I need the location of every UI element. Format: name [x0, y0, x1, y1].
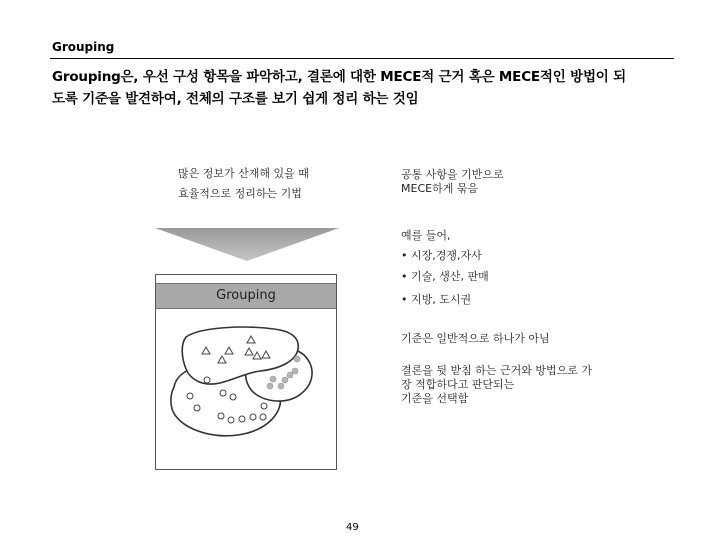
left-description	[178, 164, 309, 204]
selection-note	[401, 364, 592, 406]
grouping-diagram	[155, 274, 337, 470]
down-arrow-icon	[155, 228, 339, 262]
gray-dot-item	[287, 372, 293, 378]
rule-description	[401, 168, 504, 196]
headline-line-2: 도록 기준을 발견하여, 전체의 구조를 보기 쉽게 정리 하는 것임	[52, 91, 419, 107]
gray-dot-item	[292, 368, 298, 374]
circle-item	[228, 417, 234, 423]
circle-item	[220, 390, 226, 396]
example-item-1: • 시장,경쟁,자사	[401, 249, 482, 262]
example-intro: 예를 들어,	[401, 229, 451, 242]
rule-line-1: 공통 사항을 기반으로	[401, 168, 504, 181]
circle-item	[230, 394, 236, 400]
criteria-note: 기준은 일반적으로 하나가 아님	[401, 332, 550, 345]
example-item-3: • 지방, 도시권	[401, 293, 472, 306]
circle-item	[239, 416, 245, 422]
left-description-line-2: 효율적으로 정리하는 기법	[178, 187, 302, 200]
gray-dot-item	[282, 377, 288, 383]
circle-item	[260, 414, 266, 420]
grouping-band: Grouping	[156, 283, 336, 309]
gray-dot-item	[294, 356, 300, 362]
gray-dot-item	[270, 376, 276, 382]
headline-line-1: Grouping은, 우선 구성 항목을 파악하고, 결론에 대한 MECE적 근거 혹은 MECE적인 방법이 되	[52, 69, 626, 85]
rule-line-2: MECE하게 묶음	[401, 182, 479, 195]
circle-item	[261, 403, 267, 409]
selection-note-line-3: 기준을 선택함	[401, 392, 469, 405]
headline	[52, 66, 682, 110]
gray-dot-item	[278, 383, 284, 389]
circle-item	[204, 377, 210, 383]
example-item-2: • 기술, 생산, 판매	[401, 270, 489, 283]
header-divider	[50, 58, 674, 59]
cluster-illustration	[156, 275, 338, 471]
circle-item	[194, 405, 200, 411]
selection-note-line-2: 장 적합하다고 판단되는	[401, 378, 515, 391]
circle-item	[187, 393, 193, 399]
selection-note-line-1: 결론을 뒷 받침 하는 근거와 방법으로 가	[401, 364, 592, 377]
gray-dot-item	[267, 383, 273, 389]
circle-item	[218, 413, 224, 419]
page-number: 49	[346, 522, 359, 533]
left-description-line-1: 많은 정보가 산재해 있을 때	[178, 167, 309, 180]
circle-item	[250, 414, 256, 420]
header-label: Grouping	[52, 40, 115, 54]
